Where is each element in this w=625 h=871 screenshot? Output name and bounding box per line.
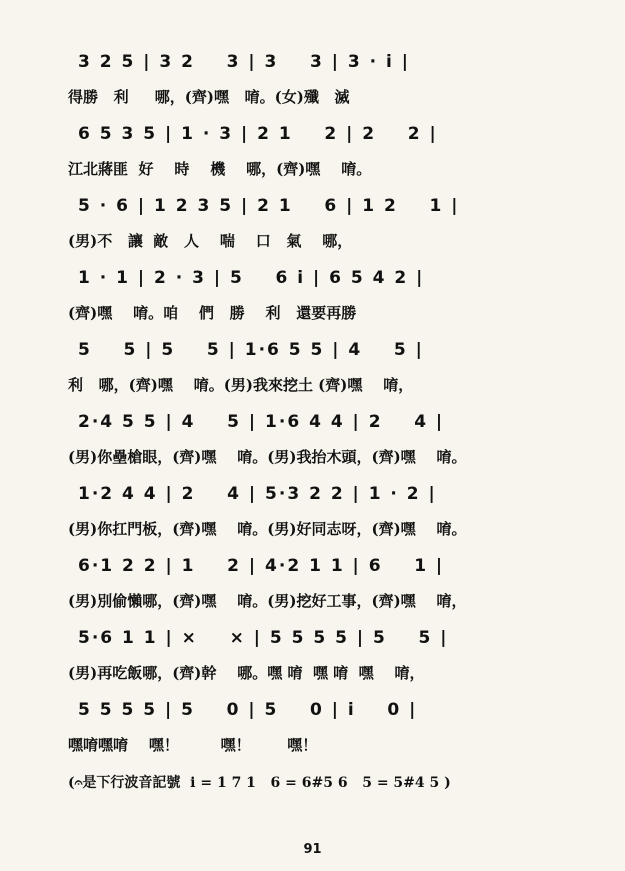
note-line: 3 2 5 | 3 2 3 | 3 3 | 3 · i | — [78, 52, 410, 72]
score-system-5 — [68, 336, 588, 406]
page-number: 91 — [303, 842, 322, 857]
ornament-legend — [68, 772, 588, 812]
score-system-1 — [68, 48, 588, 118]
lyric-line: (男)不 讓 敵 人 喘 口 氣 哪， — [68, 232, 353, 250]
note-line: 2·4 5 5 | 4 5 | 1·6 4 4 | 2 4 | — [78, 412, 445, 432]
lyric-line: (男)你壘槍眼，(齊)嘿 唷。(男)我抬木頭，(齊)嘿 唷。 — [68, 448, 467, 466]
note-line: 5·6 1 1 | × × | 5 5 5 5 | 5 5 | — [78, 628, 449, 648]
note-line: 1 · 1 | 2 · 3 | 5 6 i | 6 5 4 2 | — [78, 268, 425, 288]
note-line: 6 5 3 5 | 1 · 3 | 2 1 2 | 2 2 | — [78, 124, 438, 144]
score-system-4 — [68, 264, 588, 334]
lyric-line: 得勝 利 哪，(齊)嘿 唷。(女)殲 滅 — [68, 88, 350, 106]
note-line: 1·2 4 4 | 2 4 | 5·3 2 2 | 1 · 2 | — [78, 484, 437, 504]
note-line: 5 · 6 | 1 2 3 5 | 2 1 6 | 1 2 1 | — [78, 196, 460, 216]
lyric-line: 江北蔣匪 好 時 機 哪，(齊)嘿 唷。 — [68, 160, 372, 178]
lyric-line: (男)你扛門板，(齊)嘿 唷。(男)好同志呀，(齊)嘿 唷。 — [68, 520, 467, 538]
score-system-8 — [68, 552, 588, 622]
note-line: 5 5 | 5 5 | 1·6 5 5 | 4 5 | — [78, 340, 424, 360]
score-system-3 — [68, 192, 588, 262]
lyric-line: (齊)嘿 唷。咱 們 勝 利 還要再勝 — [68, 304, 357, 322]
score-system-10 — [68, 696, 588, 766]
lyric-line: 利 哪，(齊)嘿 唷。(男)我來挖土 (齊)嘿 唷， — [68, 376, 414, 394]
score-system-2 — [68, 120, 588, 190]
score-system-9 — [68, 624, 588, 694]
lyric-line: (男)別偷懶哪，(齊)嘿 唷。(男)挖好工事，(齊)嘿 唷， — [68, 592, 467, 610]
score-system-6 — [68, 408, 588, 478]
lyric-line: 嘿唷嘿唷 嘿！ 嘿！ 嘿！ — [68, 736, 318, 754]
lyric-line: (男)再吃飯哪，(齊)幹 哪。嘿 唷 嘿 唷 嘿 唷， — [68, 664, 425, 682]
score-system-7 — [68, 480, 588, 550]
ornament-legend-text: (𝄐是下行波音記號 i = 1 7 1 6 = 6#5 6 5 = 5#4 5 ) — [68, 775, 451, 791]
note-line: 6·1 2 2 | 1 2 | 4·2 1 1 | 6 1 | — [78, 556, 445, 576]
note-line: 5 5 5 5 | 5 0 | 5 0 | i 0 | — [78, 700, 418, 720]
